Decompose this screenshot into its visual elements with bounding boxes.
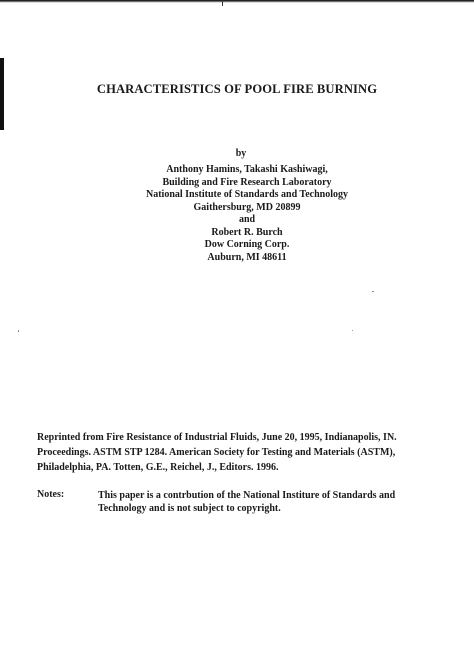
author-line: Dow Corning Corp. <box>204 239 290 250</box>
scan-speck <box>18 330 19 332</box>
author-line: Gaithersburg, MD 20899 <box>193 201 301 213</box>
author-line: Building and Fire Research Laboratory <box>162 176 332 188</box>
notes-text <box>98 489 468 515</box>
scan-speck <box>372 291 374 292</box>
author-line: and <box>238 214 256 225</box>
scan-tick-mark <box>222 0 223 6</box>
notes-line: This paper is a contrbution of the National Institure of Standards and <box>98 490 396 501</box>
reprint-line: Reprinted from Fire Resistance of Industrial Fluids, June 20, 1995, Indianapolis, IN. <box>37 432 397 443</box>
notes-line: Technology and is not subject to copyright. <box>98 503 281 514</box>
notes-label: Notes: <box>37 489 65 500</box>
reprint-citation <box>37 430 467 475</box>
author-line: Robert R. Burch <box>211 226 283 238</box>
author-line: Anthony Hamins, Takashi Kashiwagi, <box>166 164 328 175</box>
author-block <box>0 164 474 264</box>
author-line: Auburn, MI 48611 <box>207 251 287 263</box>
reprint-line: Philadelphia, PA. Totten, G.E., Reichel, J., Editors. 1996. <box>37 462 279 473</box>
byline: by <box>235 148 247 159</box>
scan-speck <box>352 330 353 331</box>
reprint-line: Proceedings. ASTM STP 1284. American Society for Testing and Materials (ASTM), <box>37 447 396 458</box>
scan-edge-line <box>0 0 474 3</box>
author-line: National Institute of Standards and Technology <box>146 189 348 200</box>
document-title: CHARACTERISTICS OF POOL FIRE BURNING <box>96 82 378 96</box>
